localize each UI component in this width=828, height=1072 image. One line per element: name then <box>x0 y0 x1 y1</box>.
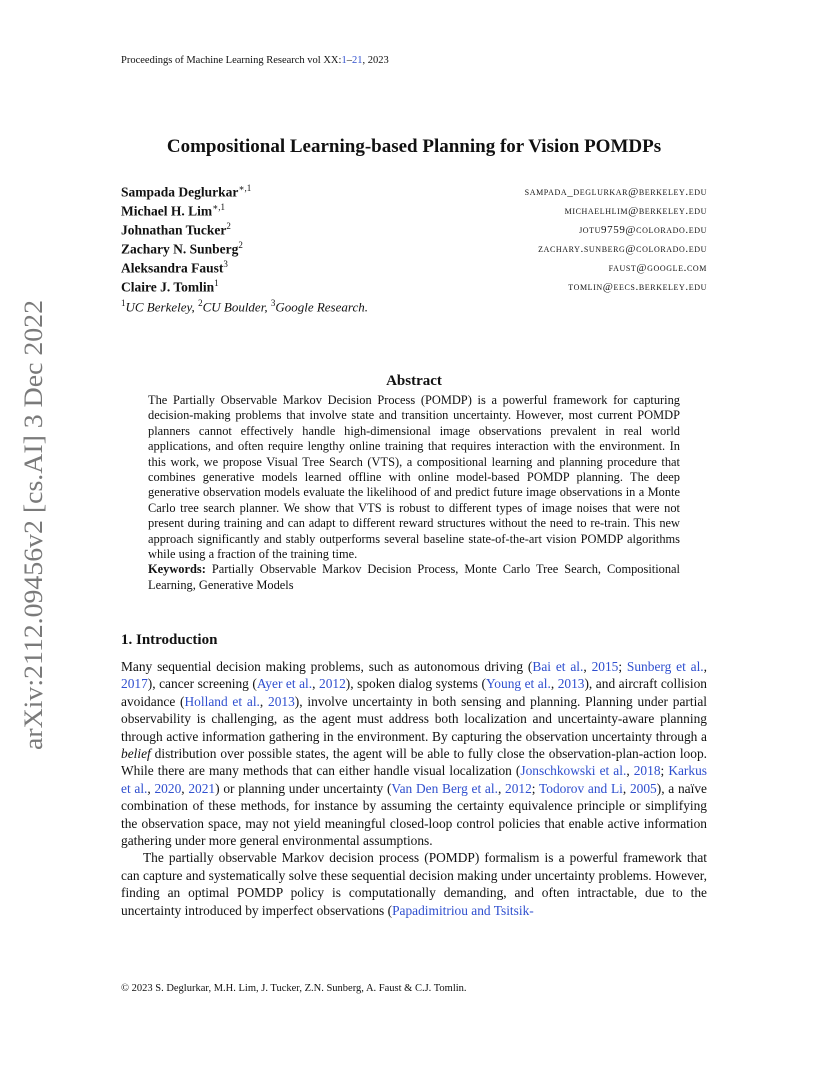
affiliation-name: UC Berkeley, <box>125 299 199 315</box>
paragraph-text: The partially observable Markov decision process (POMDP) formalism is a powerful framework that can capture and systematically solve these sequential decision making under uncertainty problems. However, finding an optimal POMDP policy is computationally demanding, and often intractable, due to the uncertainty introduced by imperfect observations ( <box>121 850 707 918</box>
author-row <box>121 239 707 258</box>
paragraph-text: , <box>181 780 189 796</box>
author-affiliation-marker: ∗,1 <box>238 182 252 193</box>
paragraph-text: , <box>622 780 630 796</box>
author-row <box>121 277 707 296</box>
arxiv-stamp-text: arXiv:2112.09456v2 [cs.AI] 3 Dec 2022 <box>20 329 48 750</box>
citation-link[interactable]: Papadimitriou and Tsitsik- <box>392 902 534 918</box>
paper-title: Compositional Learning-based Planning for Vision POMDPs <box>166 136 662 157</box>
citation-link[interactable]: Todorov and Li <box>539 780 623 796</box>
affiliation-name: CU Boulder, <box>202 299 271 315</box>
paragraph-text: , <box>583 659 592 674</box>
paragraph-text: ; <box>660 763 669 779</box>
citation-link[interactable]: Sunberg et al. <box>626 659 704 674</box>
citation-link[interactable]: 2018 <box>633 763 661 779</box>
citation-link[interactable]: Jonschkowski et al. <box>520 763 627 779</box>
affiliation-marker: 3 <box>270 298 276 308</box>
intro-paragraph-1 <box>121 658 707 849</box>
paragraph-text: , <box>626 763 634 779</box>
section-heading-introduction: 1. Introduction <box>121 632 218 648</box>
author-affiliation-marker: 2 <box>238 239 243 250</box>
affiliation-marker: 1 <box>121 298 126 308</box>
paragraph-text: , <box>497 780 506 796</box>
paragraph-text: , <box>312 676 319 692</box>
abstract-body <box>148 393 680 593</box>
author-name-group <box>121 240 243 258</box>
author-name-group <box>121 278 219 296</box>
citation-link[interactable]: 2012 <box>505 780 532 796</box>
author-email[interactable]: zachary.sunberg@colorado.edu <box>538 242 707 255</box>
author-name: Johnathan Tucker <box>121 222 227 238</box>
citation-link[interactable]: Ayer et al. <box>256 676 313 692</box>
proceedings-label: Proceedings of Machine Learning Research vol XX: <box>121 55 342 66</box>
arxiv-stamp <box>20 300 50 750</box>
keywords-line <box>148 562 680 593</box>
affiliation-name: Google Research. <box>275 299 368 315</box>
author-email[interactable]: michaelhlim@berkeley.edu <box>564 204 707 217</box>
paragraph-text: , <box>550 676 558 692</box>
author-row <box>121 201 707 220</box>
citation-link[interactable]: Karkus et al. <box>121 763 707 796</box>
keywords-text: Partially Observable Markov Decision Process, Monte Carlo Tree Search, Compositional Learning, Generative Models <box>148 562 680 592</box>
keywords-label: Keywords: <box>148 562 206 577</box>
paragraph-text: , <box>147 780 155 796</box>
citation-link[interactable]: 2012 <box>319 676 346 692</box>
arxiv-stamp-svg <box>20 300 50 750</box>
page-end-link[interactable]: 21 <box>351 55 363 66</box>
emphasis-text: belief <box>121 746 151 762</box>
page-dash: – <box>346 55 352 66</box>
abstract-heading: Abstract <box>386 373 442 389</box>
paragraph-text: ), a naïve combination of these methods, for instance by assuming the certainty equivalence principle or simplifying the observation space, may not yield meaningful closed-loop control policies that enable active information gathering under more general environmental assumptions. <box>121 780 707 849</box>
affiliations <box>121 298 707 315</box>
citation-link[interactable]: Van Den Berg et al. <box>391 780 498 796</box>
affiliation-marker: 2 <box>198 298 203 308</box>
author-row <box>121 182 707 201</box>
author-email[interactable]: jotu9759@colorado.edu <box>579 223 707 236</box>
author-affiliation-marker: 2 <box>226 220 231 231</box>
citation-link[interactable]: 2015 <box>591 659 619 674</box>
paragraph-text: ) or planning under uncertainty ( <box>215 780 392 796</box>
author-name: Zachary N. Sunberg <box>121 241 239 257</box>
citation-link[interactable]: 2021 <box>188 780 216 796</box>
paragraph-text: distribution over possible states, the agent will be able to fully close the observation-plan-action loop. While there are many methods that can either handle visual localization ( <box>121 746 707 779</box>
author-name: Michael H. Lim <box>121 203 213 219</box>
introduction-body <box>121 658 707 919</box>
paragraph-text: ; <box>531 780 540 796</box>
author-name: Sampada Deglurkar <box>121 184 239 200</box>
author-affiliation-marker: 1 <box>214 277 219 288</box>
citation-link[interactable]: Bai et al. <box>532 659 584 674</box>
author-name: Aleksandra Faust <box>121 260 224 276</box>
author-name: Claire J. Tomlin <box>121 279 215 295</box>
paragraph-text: , <box>259 693 269 709</box>
author-name-group <box>121 202 225 220</box>
paragraph-text: ; <box>618 659 627 674</box>
citation-link[interactable]: 2020 <box>154 780 182 796</box>
paragraph-text: ), spoken dialog systems ( <box>345 676 486 692</box>
citation-link[interactable]: Holland et al. <box>184 693 260 709</box>
abstract-text: The Partially Observable Markov Decision Process (POMDP) is a powerful framework for capturing decision-making problems that involve state and transition uncertainty. However, most current POMDP planners cannot effectively handle high-dimensional image observations prevalent in real world applications, and often require lengthy online training that requires interaction with the environment. In this work, we propose Visual Tree Search (VTS), a compositional learning and planning procedure that combines generative models learned offline with online model-based POMDP planning. The deep generative observation models evaluate the likelihood of and predict future image observations in a Monte Carlo tree search planner. We show that VTS is robust to different types of image noises that were not present during training and can adapt to different reward structures without the need to re-train. This new approach significantly and stably outperforms several baseline state-of-the-art vision POMDP algorithms while using a fraction of the training time. <box>148 393 680 562</box>
paragraph-text: , <box>703 659 708 674</box>
header-year: , 2023 <box>362 55 389 66</box>
copyright-footer: © 2023 S. Deglurkar, M.H. Lim, J. Tucker, Z.N. Sunberg, A. Faust & C.J. Tomlin. <box>121 983 467 994</box>
author-affiliation-marker: ∗,1 <box>212 201 225 212</box>
paragraph-text: ), cancer screening ( <box>147 676 257 692</box>
author-email[interactable]: sampada_deglurkar@berkeley.edu <box>524 185 707 198</box>
paragraph-text: ), involve uncertainty in both sensing and planning. Planning under partial observability is challenging, as the agent must address both localization and uncertainty-aware planning through active information gathering in the environment. By capturing the observation uncertainty through a <box>121 693 707 744</box>
citation-link[interactable]: 2005 <box>629 780 657 796</box>
author-name-group <box>121 259 228 277</box>
citation-link[interactable]: 2013 <box>268 693 295 709</box>
author-email[interactable]: tomlin@eecs.berkeley.edu <box>568 280 707 293</box>
author-block <box>121 182 707 315</box>
author-email[interactable]: faust@google.com <box>608 261 707 274</box>
author-name-group <box>121 221 231 239</box>
author-affiliation-marker: 3 <box>223 258 228 269</box>
paragraph-text: ), and aircraft collision avoidance ( <box>121 676 707 709</box>
author-row <box>121 220 707 239</box>
citation-link[interactable]: 2017 <box>121 676 148 692</box>
page-start-link[interactable]: 1 <box>341 55 347 66</box>
author-name-group <box>121 183 251 201</box>
citation-link[interactable]: Young et al. <box>485 676 551 692</box>
author-row <box>121 258 707 277</box>
author-list <box>121 182 707 296</box>
citation-link[interactable]: 2013 <box>557 676 585 692</box>
paragraph-text: Many sequential decision making problems, such as autonomous driving ( <box>121 659 533 674</box>
intro-paragraph-2 <box>121 849 707 919</box>
running-header <box>121 55 389 66</box>
